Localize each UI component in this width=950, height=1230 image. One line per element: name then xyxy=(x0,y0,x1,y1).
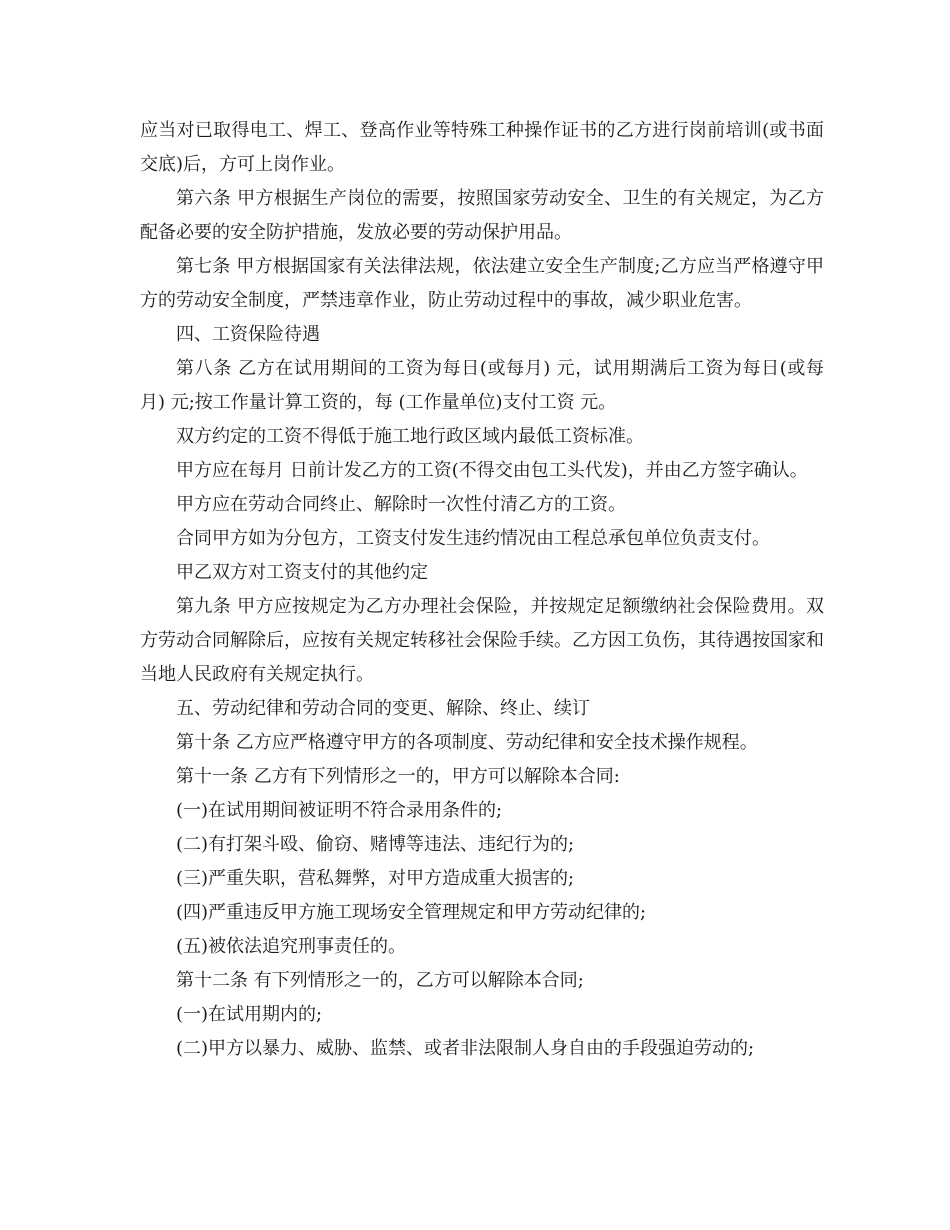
list-item: (二)有打架斗殴、偷窃、赌博等违法、违纪行为的; xyxy=(176,834,575,855)
list-item: (一)在试用期间被证明不符合录用条件的; xyxy=(176,800,503,821)
paragraph-article-7: 第七条 甲方根据国家有关法律法规，依法建立安全生产制度;乙方应当严格遵守甲方的劳动安全制度，严禁违章作业，防止劳动过程中的事故，减少职业危害。 xyxy=(140,256,824,311)
paragraph-article-6: 第六条 甲方根据生产岗位的需要，按照国家劳动安全、卫生的有关规定，为乙方配备必要的安全防护措施，发放必要的劳动保护用品。 xyxy=(140,188,824,243)
list-item: (五)被依法追究刑事责任的。 xyxy=(176,936,407,957)
paragraph-final-pay: 甲方应在劳动合同终止、解除时一次性付清乙方的工资。 xyxy=(176,494,626,515)
paragraph-pay-date: 甲方应在每月 日前计发乙方的工资(不得交由包工头代发)，并由乙方签字确认。 xyxy=(176,460,808,481)
list-item: (四)严重违反甲方施工现场安全管理规定和甲方劳动纪律的; xyxy=(176,902,647,923)
list-item: (一)在试用期内的; xyxy=(176,1004,323,1025)
section-heading-wages: 四、工资保险待遇 xyxy=(176,324,320,345)
paragraph-article-9: 第九条 甲方应按规定为乙方办理社会保险，并按规定足额缴纳社会保险费用。双方劳动合同解除后，应按有关规定转移社会保险手续。乙方因工负伤，其待遇按国家和当地人民政府有关规定执行。 xyxy=(140,596,824,685)
paragraph-article-12: 第十二条 有下列情形之一的，乙方可以解除本合同; xyxy=(176,970,584,991)
paragraph-other-agreement: 甲乙双方对工资支付的其他约定 xyxy=(176,562,428,583)
section-heading-discipline: 五、劳动纪律和劳动合同的变更、解除、终止、续订 xyxy=(176,698,590,719)
list-item: (二)甲方以暴力、威胁、监禁、或者非法限制人身自由的手段强迫劳动的; xyxy=(176,1038,755,1059)
list-item: (三)严重失职，营私舞弊，对甲方造成重大损害的; xyxy=(176,868,575,889)
document-body xyxy=(140,114,824,1066)
paragraph-article-10: 第十条 乙方应严格遵守甲方的各项制度、劳动纪律和安全技术操作规程。 xyxy=(176,732,758,753)
paragraph-article-11: 第十一条 乙方有下列情形之一的，甲方可以解除本合同: xyxy=(176,766,620,787)
paragraph-article-8: 第八条 乙方在试用期间的工资为每日(或每月) 元，试用期满后工资为每日(或每月) 元;按工作量计算工资的，每 (工作量单位)支付工资 元。 xyxy=(140,358,824,413)
paragraph-continuation: 应当对已取得电工、焊工、登高作业等特殊工种操作证书的乙方进行岗前培训(或书面交底)后，方可上岗作业。 xyxy=(140,120,824,175)
paragraph-min-wage: 双方约定的工资不得低于施工地行政区域内最低工资标准。 xyxy=(176,426,644,447)
paragraph-subcontractor: 合同甲方如为分包方，工资支付发生违约情况由工程总承包单位负责支付。 xyxy=(176,528,770,549)
